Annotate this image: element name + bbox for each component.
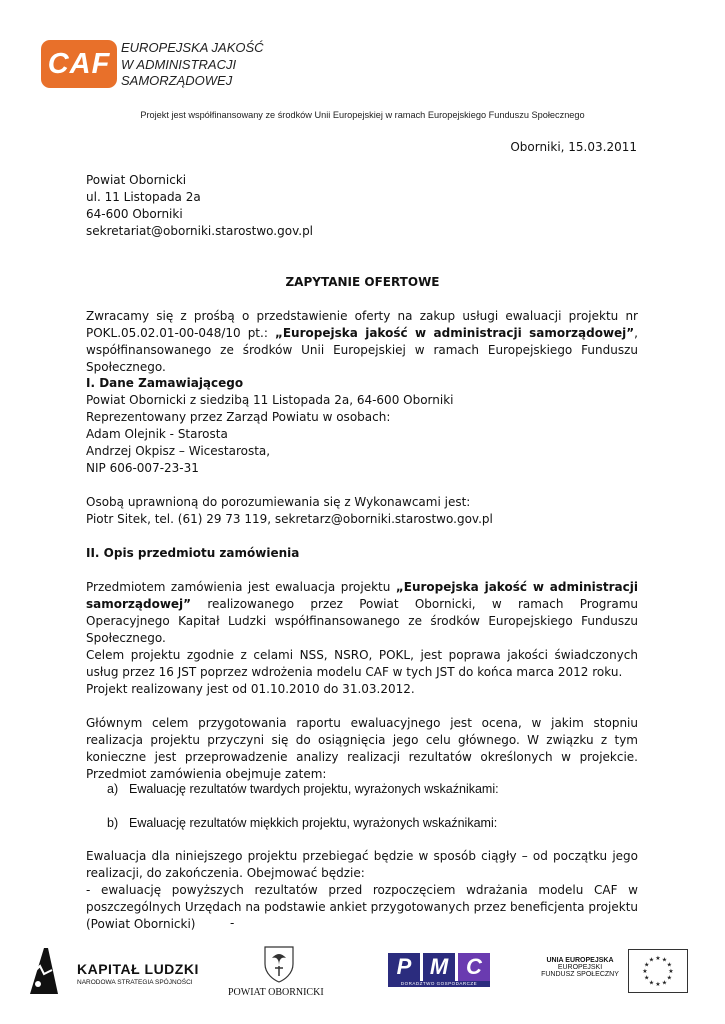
- list-marker: a): [107, 782, 119, 796]
- kl-subtitle: NARODOWA STRATEGIA SPÓJNOŚCI: [77, 979, 193, 986]
- process-text: Ewaluacja dla niniejszego projektu przebiegać będzie w sposób ciągły – od początku jego realizacji, do zakończenia. Obejmować będzie:: [86, 849, 638, 880]
- eu-star-icon: ★: [661, 979, 668, 987]
- eu-star-icon: ★: [642, 968, 648, 975]
- contact-block: [86, 494, 493, 528]
- eu-star-icon: ★: [655, 981, 661, 988]
- eu-star-icon: ★: [666, 961, 672, 969]
- eu-star-icon: ★: [668, 968, 674, 975]
- project-name: „Europejska jakość w administracji samorządowej”: [274, 326, 635, 340]
- powiat-label: POWIAT OBORNICKI: [228, 987, 324, 998]
- contact-line: Piotr Sitek, tel. (61) 29 73 119, sekretarz@oborniki.starostwo.gov.pl: [86, 512, 493, 526]
- pmc-letter: P: [388, 953, 420, 981]
- list-item: [107, 815, 498, 832]
- logo-line-1: EUROPEJSKA JAKOŚĆ: [121, 40, 264, 55]
- list-text: Ewaluację rezultatów miękkich projektu, wyrażonych wskaźnikami:: [129, 816, 498, 830]
- powiat-coat-of-arms: [262, 944, 296, 984]
- intro-text-end: , współfinansowanego ze środków Unii Europejskiej w ramach Europejskiego Funduszu Społecznego.: [86, 326, 638, 374]
- eu-star-icon: ★: [644, 961, 650, 969]
- eu-star-icon: ★: [648, 956, 655, 964]
- project-name: „Europejska jakość w administracji samorządowej”: [86, 580, 638, 611]
- logo-line-2: W ADMINISTRACJI: [121, 56, 237, 72]
- section-line: Reprezentowany przez Zarząd Powiatu w osobach:: [86, 410, 391, 424]
- pmc-logo: [388, 953, 490, 987]
- section-line: NIP 606-007-23-31: [86, 461, 199, 475]
- contact-line: Osobą uprawnioną do porozumiewania się z Wykonawcami jest:: [86, 495, 471, 509]
- list-marker: b): [107, 816, 119, 830]
- eu-star-icon: ★: [661, 956, 668, 964]
- pmc-letter: C: [458, 953, 490, 981]
- recipient-email: sekretariat@oborniki.starostwo.gov.pl: [86, 224, 314, 238]
- recipient-line: ul. 11 Listopada 2a: [86, 190, 201, 204]
- caf-logo: CAF: [41, 40, 117, 88]
- kl-title: KAPITAŁ LUDZKI: [77, 961, 199, 977]
- section-heading: I. Dane Zamawiającego: [86, 376, 244, 390]
- section-orderer: [86, 375, 454, 477]
- recipient-line: 64-600 Oborniki: [86, 207, 183, 221]
- list-text: Ewaluację rezultatów twardych projektu, wyrażonych wskaźnikami:: [129, 782, 499, 796]
- logo-line-3: SAMORZĄDOWEJ: [121, 73, 233, 88]
- eu-star-icon: ★: [648, 979, 655, 987]
- recipient-address: [86, 172, 313, 240]
- intro-paragraph: [86, 308, 638, 376]
- subject-paragraph: [86, 579, 638, 647]
- process-paragraph: [86, 848, 638, 933]
- eu-line: FUNDUSZ SPOŁECZNY: [541, 971, 619, 978]
- eu-line: UNIA EUROPEJSKA: [546, 957, 614, 964]
- goal-paragraph: [86, 647, 638, 698]
- eu-text: [540, 957, 620, 978]
- pmc-subtitle: DORADZTWO GOSPODARCZE: [388, 981, 490, 987]
- recipient-line: Powiat Obornicki: [86, 173, 187, 187]
- eu-flag: [628, 949, 688, 993]
- intro-text: Zwracamy się z prośbą o przedstawienie oferty na zakup usługi ewaluacji projektu nr POKL.05.02.01-00-048/10 pt.:: [86, 309, 638, 340]
- evaluation-paragraph: Głównym celem przygotowania raportu ewaluacyjnego jest ocena, w jakim stopniu realizacja projektu przyczyni się do osiągnięcia jego celu głównego. W związku z tym konieczne jest przeprowadzenie analizy realizacji rezultatów określonych w projekcie. Przedmiot zamówienia obejmuje zatem:: [86, 716, 638, 781]
- section-line: Powiat Obornicki z siedzibą 11 Listopada 2a, 64-600 Oborniki: [86, 393, 454, 407]
- pmc-letter: M: [423, 953, 455, 981]
- eu-line: EUROPEJSKI: [557, 964, 603, 971]
- section-line: Adam Olejnik - Starosta: [86, 427, 228, 441]
- list-item: [107, 781, 499, 798]
- project-period: Projekt realizowany jest od 01.10.2010 do 31.03.2012.: [86, 682, 415, 696]
- eu-star-icon: ★: [666, 974, 672, 982]
- place-date: Oborniki, 15.03.2011: [510, 140, 637, 154]
- caf-logo-text: [121, 40, 264, 90]
- cofinancing-note: Projekt jest współfinansowany ze środków Unii Europejskiej w ramach Europejskiego Funduszu Społecznego: [140, 110, 585, 120]
- eu-star-icon: ★: [644, 974, 650, 982]
- document-title: ZAPYTANIE OFERTOWE: [285, 275, 440, 289]
- subject-text-end: realizowanego przez Powiat Obornicki, w ramach Programu Operacyjnego Kapitał Ludzki współfinansowanego ze środków Europejskiego Funduszu Społecznego.: [86, 597, 638, 645]
- eu-star-icon: ★: [655, 955, 661, 962]
- subject-text: Przedmiotem zamówienia jest ewaluacja projektu: [86, 580, 396, 594]
- stray-dash: -: [230, 916, 235, 930]
- section-line: Andrzej Okpisz – Wicestarosta,: [86, 444, 271, 458]
- goal-text: Celem projektu zgodnie z celami NSS, NSRO, POKL, jest poprawa jakości świadczonych usług przez 16 JST poprzez wdrożenia modelu CAF w tych JST do końca marca 2012 roku.: [86, 648, 638, 679]
- kapital-ludzki-emblem: [26, 944, 62, 998]
- eu-stars-icon: [629, 950, 687, 992]
- process-item: - ewaluację powyższych rezultatów przed rozpoczęciem wdrażania modelu CAF w poszczególnych Urzędach na podstawie ankiet przygotowanych przez beneficjenta projektu (Powiat Obornicki): [86, 883, 638, 931]
- section-heading: II. Opis przedmiotu zamówienia: [86, 546, 300, 560]
